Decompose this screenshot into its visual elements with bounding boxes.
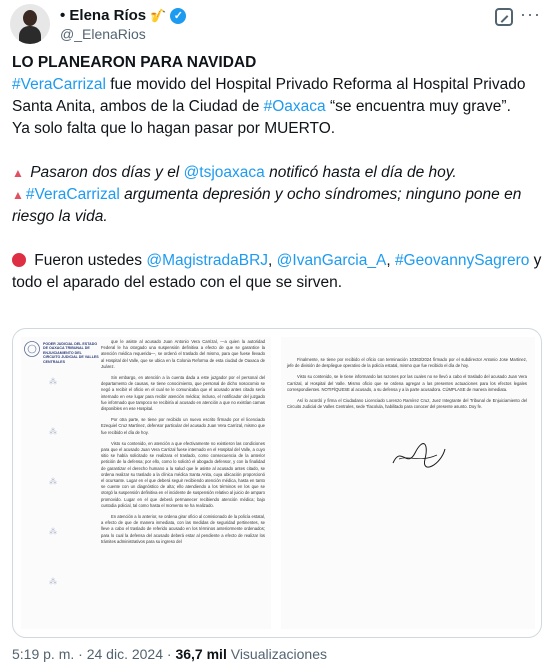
text-span: argumenta depresión y ocho síndromes; ninguno pone en riesgo la vida. [12,186,522,225]
tweet-paragraph-1 [12,74,544,118]
mention-link[interactable]: @tsjoaxaca [183,164,265,181]
margin-ornament-icon: ⁂ [49,527,57,536]
margin-ornament-icon: ⁂ [49,427,57,436]
avatar[interactable] [10,4,50,44]
red-circle-icon [12,253,26,267]
document-paragraph: Finalmente, se tiene por recibido el oficio con terminación 10363/2024 firmado por el subdirector Antonio Jose Martinez, jefe de división de despliegue operativo de la policía estatal, mismo que fue recibido el día de hoy. [287,357,527,369]
verified-badge-icon[interactable]: ✓ [170,8,186,24]
document-page-left [21,337,271,629]
document-paragraph: Por otra parte, se tiene por recibido un nuevo escrito firmado por el licenciado Ezequiel Cruz Martínez, defensor particular del acusado Juan Vera Carrizal, mismo que fue recibido el día de hoy. [101,417,265,435]
attached-document-image[interactable] [12,328,542,638]
margin-ornament-icon: ⁂ [49,377,57,386]
views-label: Visualizaciones [230,646,327,662]
tweet-time[interactable]: 5:19 p. m. [12,646,75,662]
grok-icon[interactable] [495,8,513,26]
tweet-paragraph-4 [12,184,544,228]
mention-link[interactable]: @MagistradaBRJ [146,252,269,269]
court-emblem-icon [23,340,41,358]
document-paragraph: que le asiste al acusado Juan Antonio Vera Carrizal, —a quien la autoridad Federal le ha otorgado una suspensión definitiva a efecto de que se garantice la atención médica requerida—, se ordenó el traslado del mismo, para que fuese llevado al Hospital del Valle, que se ubica en la Colonia Reforma de esta ciudad de Oaxaca de Juárez. [101,339,265,369]
mention-link[interactable]: @IvanGarcia_A [276,252,387,269]
text-span: , [386,252,395,269]
document-paragraph: Visto su contenido, en atención a que efectivamente no existieron las condiciones para que el acusado Juan Vera Carrizal fuese internado en el Hospital del Valle, a cuyo sitio se había solicitado se realizara el traslado, como consecuencia de la anterior petición de la defensa; por ello, como lo solicitó el abogado defensor, y con la finalidad de garantizar el derecho humano a la salud que le asiste al acusado antes citado, se ordena realizar su traslado a la clínica médica Santa Anita, cuya ubicación proporcionó el ocursante. Lugar en el que deberá seguir recibiendo atención médica, hasta en tanto se cuente con un diagnóstico de alta; ello atendiendo a los términos en los que se otorgó la suspensión definitiva en el incidente de suspensión relativo al juicio de amparo promovido. Lugar en el que deberá permanecer recibiendo atención médica; bajo custodia policial, tal como hasta el momento se ha realizado. [101,440,265,508]
red-triangle-icon: ▲ [12,188,24,202]
saxophone-emoji: 🎷 [150,7,167,23]
document-page-right [281,337,535,629]
document-right-text [287,357,527,415]
tweet-paragraph-5 [12,250,544,294]
margin-ornament-icon: ⁂ [49,477,57,486]
document-paragraph: Visto su contenido, se le tiene informando las razones por las cuales no se llevó a cabo el traslado del acusado Juan Vera Carrizal, al Hospital del Valle. Mismo oficio que se ordena agregar a las presentes actuaciones para los efectos legales correspondientes. NOTIFÍQUESE al acusado, a su defensa y a la parte acusadora. CÚMPLASE de manera inmediata. [287,374,527,392]
text-span: notificó hasta el día de hoy. [264,164,457,181]
hashtag-link[interactable]: #GeovannySagrero [394,252,530,269]
tweet-title: LO PLANEARON PARA NAVIDAD [12,54,257,71]
views-count: 36,7 mil [175,646,227,662]
institution-heading: PODER JUDICIAL DEL ESTADO DE OAXACA TRIBUNAL DE ENJUICIAMIENTO DEL CIRCUITO JUDICIAL DE VALLES CENTRALES [43,342,99,364]
document-paragraph: Así lo acordó y firma el Ciudadano Licenciado Lorenzo Ramírez Cruz, Juez Integrante del Tribunal de Enjuiciamiento del Circuito Judicial de Valles Centrales, sede Tlacolula, habilitado para conocer del presente asunto. Doy fe. [287,398,527,410]
hashtag-link[interactable]: #VeraCarrizal [25,186,120,203]
tweet-footer [12,646,327,662]
text-span: Pasaron dos días y el [25,164,184,181]
hashtag-link[interactable]: #VeraCarrizal [12,76,106,93]
tweet-header [10,4,545,44]
text-span: fue movido del Hospital Privado Reforma al Hospital Privado Santa Anita, ambos de la Ciudad de [12,76,526,115]
tweet-text [12,52,544,294]
document-left-text [101,339,265,550]
text-span: Fueron ustedes [30,252,147,269]
avatar-head [23,10,37,26]
tweet-paragraph-2: Ya solo falta que lo hagan pasar por MUERTO. [12,120,336,137]
more-icon[interactable]: ··· [520,4,541,24]
document-paragraph: En atención a lo anterior, se ordena girar oficio al comisionado de la policía estatal, a efecto de que de manera inmediata, con las medidas de seguridad pertinentes, se lleve a cabo el traslado de referido acusado en los términos anteriormente ordenados; para lo cual la defensa del acusado deberá estar al pendiente a efecto de realizar los trámites administrativos para su ingreso del [101,514,265,544]
text-span: y todo el aparado del estado con el que se sirven. [12,252,542,291]
author-handle[interactable]: @_ElenaRios [60,26,146,42]
avatar-body [19,26,41,44]
text-span: “se encuentra muy grave”. [325,98,511,115]
separator: · [74,646,87,662]
tweet-date[interactable]: 24 dic. 2024 [86,646,164,662]
margin-ornament-icon: ⁂ [49,577,57,586]
author-name-row[interactable] [60,7,186,24]
tweet-paragraph-3 [12,162,544,184]
text-span: , [268,252,277,269]
signature-icon [389,441,449,471]
red-triangle-icon: ▲ [12,166,24,180]
author-display-name[interactable]: • Elena Ríos [60,7,147,24]
document-paragraph: Sin embargo, en atención a la cuenta dada a este juzgador por el personal del departamento de causas, se tiene conocimiento, que personal de dicho nosocomio se negó a recibir el oficio en el cual se le comunicaba que el acusado antes citado sería internado en ese lugar para recibir atención médica; incluso, el notificador del juzgado fue informado que tampoco se recibiría al acusado en atención a que no existían camas disponibles en ese Hospital. [101,375,265,412]
hashtag-link[interactable]: #Oaxaca [263,98,326,115]
separator: · [163,646,176,662]
